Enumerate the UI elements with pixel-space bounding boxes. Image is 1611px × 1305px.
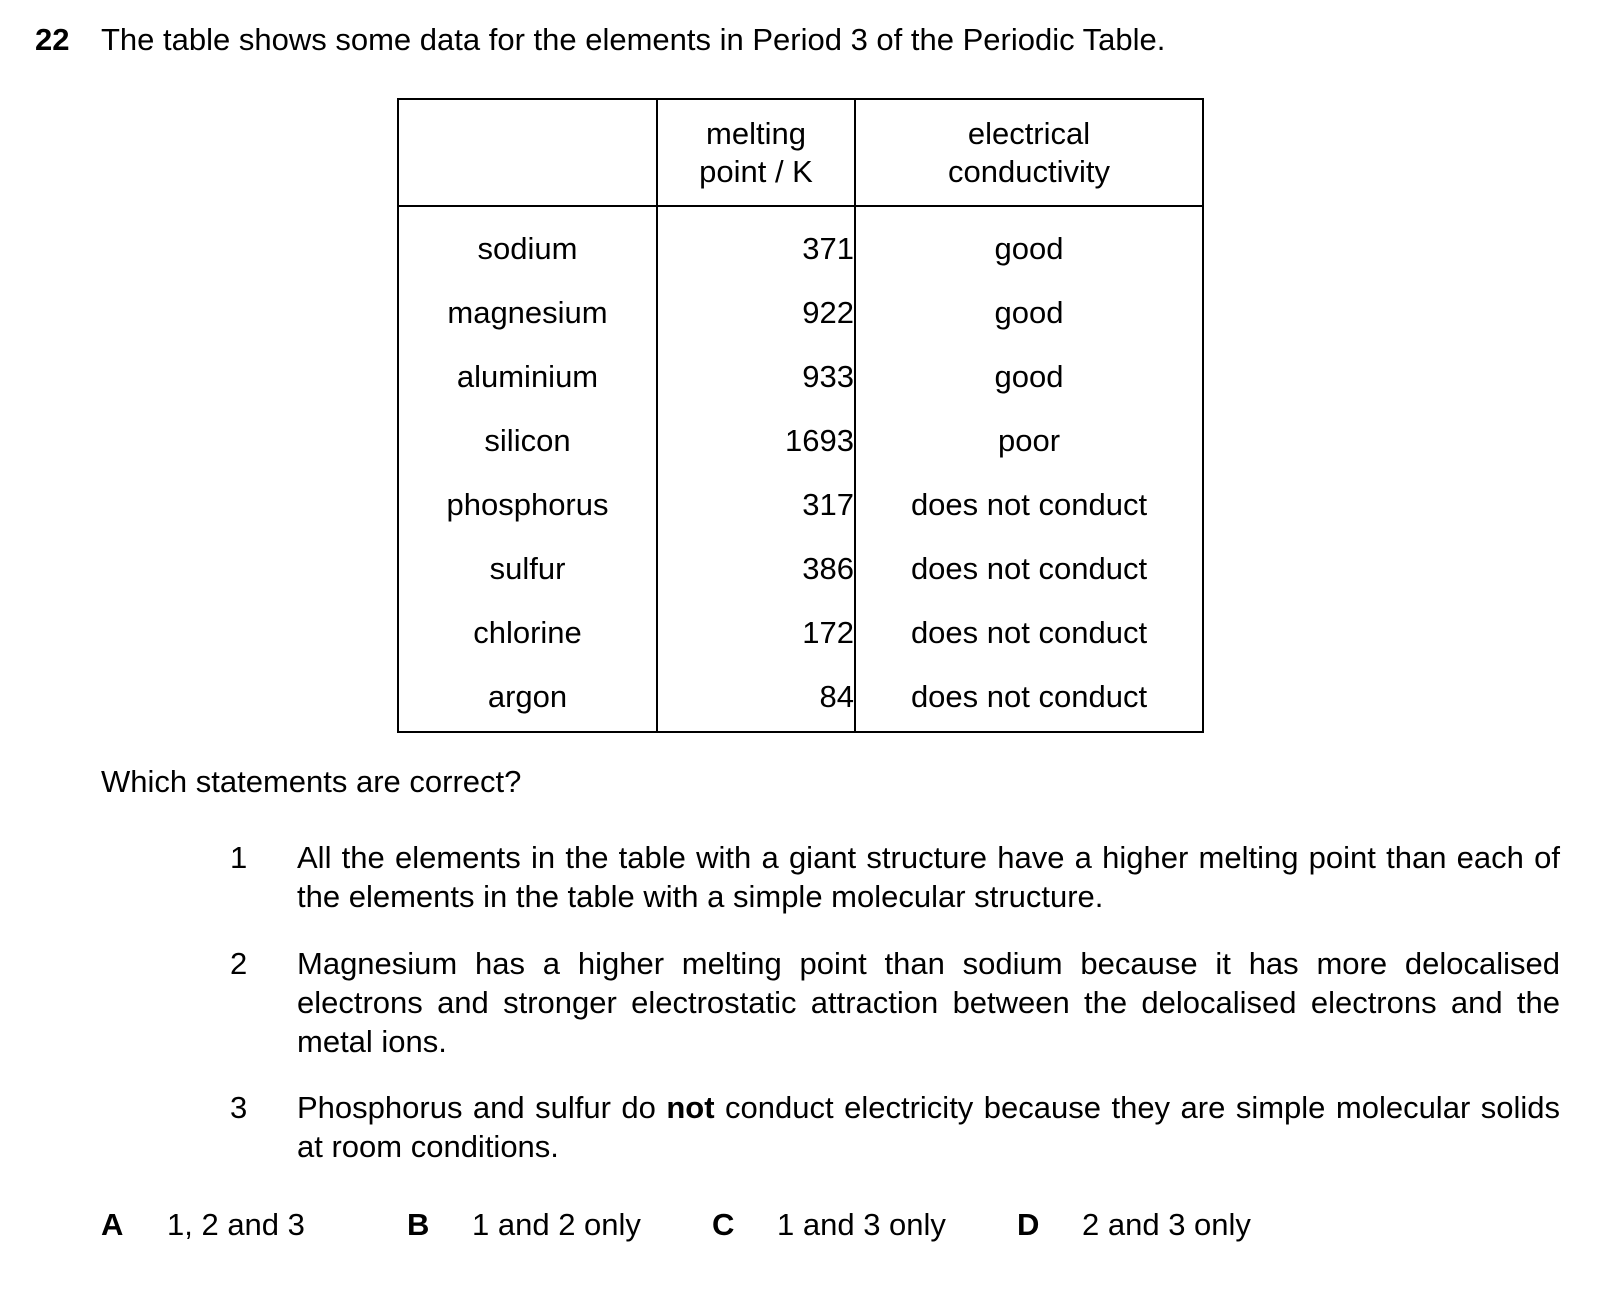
header-conductivity — [855, 99, 1203, 206]
statement-text: Magnesium has a higher melting point than sodium because it has more delocalised electrons and stronger electrostatic attraction between the delocalised electrons and the metal ions. — [297, 946, 1560, 1059]
period3-data-table — [397, 98, 1204, 733]
cell-element: phosphorus — [398, 473, 657, 537]
cell-melting-point — [657, 601, 855, 665]
cell-element: magnesium — [398, 281, 657, 345]
statement-text-before: Phosphorus and sulfur do — [297, 1090, 667, 1125]
cell-melting-point — [657, 345, 855, 409]
question-prompt: Which statements are correct? — [101, 764, 522, 799]
statement-number: 1 — [230, 840, 248, 875]
table-row — [398, 409, 1203, 473]
header-melting-point-line2: point / K — [699, 153, 813, 189]
cell-melting-point-value: 371 — [802, 231, 854, 266]
statement-text-after: conduct electricity because they are simple molecular solids at room conditions. — [297, 1090, 1560, 1164]
cell-conductivity: does not conduct — [855, 601, 1203, 665]
table-row — [398, 665, 1203, 732]
question-number: 22 — [35, 22, 70, 57]
cell-melting-point-value: 386 — [802, 551, 854, 586]
cell-conductivity: poor — [855, 409, 1203, 473]
cell-melting-point-value: 933 — [802, 359, 854, 394]
cell-melting-point-value: 1693 — [785, 423, 854, 458]
header-element — [398, 99, 657, 206]
statement-number: 2 — [230, 946, 248, 981]
option-c-text[interactable]: 1 and 3 only — [777, 1207, 946, 1242]
cell-melting-point — [657, 206, 855, 281]
statement-number: 3 — [230, 1090, 248, 1125]
cell-element: argon — [398, 665, 657, 732]
cell-melting-point — [657, 665, 855, 732]
cell-element: aluminium — [398, 345, 657, 409]
cell-conductivity: good — [855, 345, 1203, 409]
cell-conductivity: good — [855, 206, 1203, 281]
cell-conductivity: does not conduct — [855, 665, 1203, 732]
option-d-text[interactable]: 2 and 3 only — [1082, 1207, 1251, 1242]
header-melting-point — [657, 99, 855, 206]
option-b-letter[interactable]: B — [407, 1207, 430, 1242]
statement-text-emphasis: not — [666, 1090, 715, 1125]
option-d-letter[interactable]: D — [1017, 1207, 1040, 1242]
cell-melting-point — [657, 473, 855, 537]
cell-conductivity: does not conduct — [855, 473, 1203, 537]
table-row — [398, 537, 1203, 601]
cell-melting-point — [657, 409, 855, 473]
option-a-letter[interactable]: A — [101, 1207, 124, 1242]
option-a-text[interactable]: 1, 2 and 3 — [167, 1207, 305, 1242]
table-row — [398, 281, 1203, 345]
cell-melting-point-value: 84 — [819, 679, 854, 714]
question-stem: The table shows some data for the elements in Period 3 of the Periodic Table. — [101, 22, 1166, 57]
cell-element: silicon — [398, 409, 657, 473]
cell-element: sulfur — [398, 537, 657, 601]
table-header-row — [398, 99, 1203, 206]
cell-element: sodium — [398, 206, 657, 281]
header-melting-point-line1: melting — [706, 115, 806, 151]
table-row — [398, 206, 1203, 281]
cell-element: chlorine — [398, 601, 657, 665]
table-row — [398, 473, 1203, 537]
table-row — [398, 601, 1203, 665]
cell-conductivity: does not conduct — [855, 537, 1203, 601]
cell-melting-point-value: 317 — [802, 487, 854, 522]
option-c-letter[interactable]: C — [712, 1207, 735, 1242]
cell-melting-point — [657, 281, 855, 345]
statement-text — [297, 1088, 1560, 1166]
statement-text: All the elements in the table with a giant structure have a higher melting point than each of the elements in the table with a simple molecular structure. — [297, 840, 1560, 914]
table-row — [398, 345, 1203, 409]
cell-conductivity: good — [855, 281, 1203, 345]
header-conductivity-line2: conductivity — [948, 153, 1110, 189]
cell-melting-point — [657, 537, 855, 601]
header-conductivity-line1: electrical — [967, 115, 1091, 151]
cell-melting-point-value: 922 — [802, 295, 854, 330]
option-b-text[interactable]: 1 and 2 only — [472, 1207, 641, 1242]
cell-melting-point-value: 172 — [802, 615, 854, 650]
